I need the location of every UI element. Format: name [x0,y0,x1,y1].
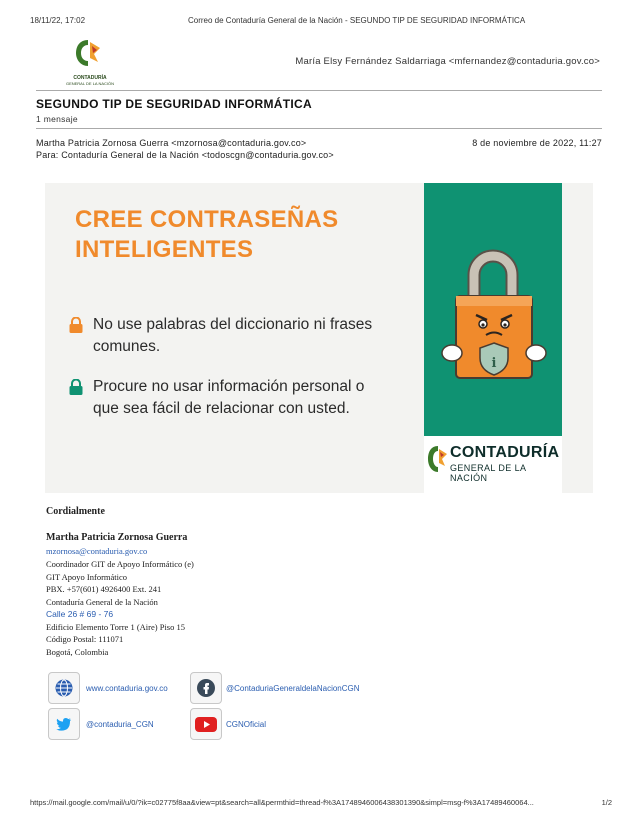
signature-building: Edificio Elemento Torre 1 (Aire) Piso 15 [46,622,185,632]
message-to[interactable]: Para: Contaduría General de la Nación <todoscgn@contaduria.gov.co> [36,150,334,160]
svg-text:i: i [491,356,497,371]
signature-role: Coordinador GIT de Apoyo Informático (e) [46,559,194,569]
signature-name: Martha Patricia Zornosa Guerra [46,532,188,543]
signature-address[interactable]: Calle 26 # 69 - 76 [46,609,114,619]
orange-lock-icon [69,317,83,333]
brand-subtitle: GENERAL DE LA NACIÓN [450,463,526,483]
padlock-character-icon [424,183,562,436]
message-count: 1 mensaje [36,114,78,124]
signature-greeting: Cordialmente [46,506,105,517]
message-date: 8 de noviembre de 2022, 11:27 [472,138,602,148]
message-from[interactable]: Martha Patricia Zornosa Guerra <mzornosa@contaduria.gov.co> [36,138,307,148]
tip-2-text: Procure no usar información personal o que sea fácil de relacionar con usted. [93,378,365,417]
print-page-number: 1/2 [601,798,612,807]
green-panel [424,183,562,436]
logo-emblem-icon [64,36,116,70]
web-link[interactable]: www.contaduria.gov.co [86,684,168,693]
facebook-icon [197,679,215,697]
brand-name: CONTADURÍA [450,444,560,461]
youtube-icon [195,717,217,732]
account-user: María Elsy Fernández Saldarriaga <mfernandez@contaduria.gov.co> [295,56,600,67]
tip-1 [69,314,399,362]
tip-1-text: No use palabras del diccionario ni frases comunes. [93,316,373,355]
contaduria-logo[interactable] [64,36,116,84]
web-link-button[interactable] [48,672,80,704]
print-datetime: 18/11/22, 17:02 [30,16,86,25]
banner-title-line1: CREE CONTRASEÑAS [75,206,339,233]
brand-area [424,436,562,493]
youtube-link-button[interactable] [190,708,222,740]
banner-title-line2: INTELIGENTES [75,236,254,263]
twitter-icon [55,715,73,733]
signature-email[interactable]: mzornosa@contaduria.gov.co [46,546,148,556]
header-divider [36,90,602,91]
signature-org: Contaduría General de la Nación [46,597,158,607]
signature-phone: PBX. +57(601) 4926400 Ext. 241 [46,584,162,594]
green-lock-icon [69,379,83,395]
banner-title [75,205,339,265]
print-url: https://mail.google.com/mail/u/0/?ik=c02775f8aa&view=pt&search=all&permthid=thread-f%3A1748946006438301390&simpl=msg-f%3A17489460064... [30,798,534,807]
facebook-link-button[interactable] [190,672,222,704]
signature-postal: Código Postal: 111071 [46,634,124,644]
logo-text-main: CONTADURÍA [73,75,107,81]
thread-subject: SEGUNDO TIP DE SEGURIDAD INFORMÁTICA [36,97,312,111]
print-title: Correo de Contaduría General de la Nación - SEGUNDO TIP DE SEGURIDAD INFORMÁTICA [188,16,526,25]
signature-group: GIT Apoyo Informático [46,572,128,582]
logo-text-sub: GENERAL DE LA NACIÓN [65,81,115,86]
tip-2 [69,376,409,424]
subject-divider [36,128,602,129]
signature-city: Bogotá, Colombia [46,647,109,657]
twitter-link-button[interactable] [48,708,80,740]
security-tip-banner [45,183,593,493]
youtube-link[interactable]: CGNOficial [226,720,267,729]
facebook-link[interactable]: @ContaduriaGeneraldelaNacionCGN [226,684,360,693]
globe-icon [55,679,73,697]
twitter-link[interactable]: @contaduria_CGN [86,720,154,729]
brand-emblem-icon [426,444,448,474]
